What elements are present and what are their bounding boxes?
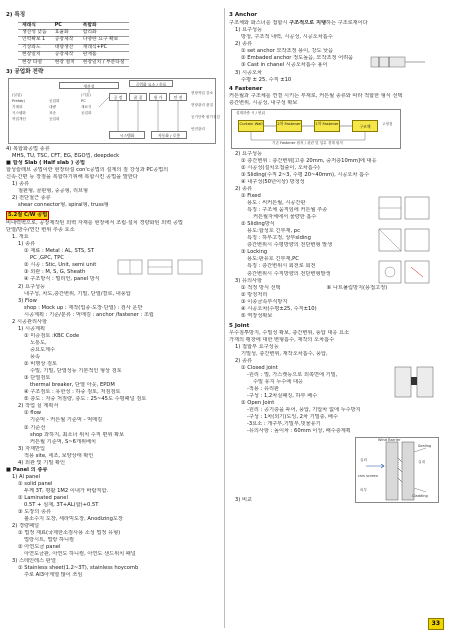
- composite-methods-list: MHS, TU, TSC, CFT, EG, EGO법, deepdeck: [12, 152, 120, 159]
- list-item: ① 미증검토 :KBC Code: [24, 333, 80, 340]
- shear-rebar-title: 2) 전단철근 종류: [12, 195, 51, 202]
- diagram-label: 재료식: [81, 104, 92, 109]
- diagram-label: 대량: [49, 104, 56, 109]
- half-slab-desc: 합성슬래브 공법이란 현장타설 con'c공법의 설계의 질 강성과 PC공법의: [6, 166, 169, 173]
- work-plan-title: 2) 작업 실 계획서: [18, 403, 59, 410]
- list-item: -3요소 : 개구부,기밀부,빗물유기: [247, 421, 321, 428]
- table-cell: 효율화: [51, 30, 79, 37]
- diagram-label: Sealing: [418, 444, 432, 449]
- diagram-side-label: 안전관리: [191, 126, 205, 131]
- diagram-label: 공업화: [49, 98, 60, 103]
- list-item: 노통도,: [30, 340, 47, 347]
- diagram-legend: 고정점: [382, 122, 393, 127]
- table-cell: 현장 타설: [18, 59, 51, 66]
- table-cell: 기상좌도: [18, 44, 51, 51]
- list-item: ④ 내구성(50년이상) 방청성: [241, 179, 305, 186]
- table-header-cell: PC: [51, 22, 79, 29]
- list-item: 불소수지 도장, 세라믹도장, Anodizing도장: [24, 515, 123, 522]
- diagram-label: 표준: [49, 110, 56, 115]
- table-row: [18, 44, 129, 51]
- diagram-label: 작업개선: [12, 116, 26, 121]
- list-item: ⑤ 층도 : 자중 처짐량, 층도 : 25~45도 수평패널 검토: [24, 396, 147, 403]
- closed-joint: ① Closed joint: [241, 365, 278, 372]
- left-column: [6, 10, 220, 579]
- diagram-label: 공업화: [49, 116, 60, 121]
- list-item: shop 과하지, 최소너 위치 수직 편위 확보: [30, 431, 125, 438]
- list-item: -유의사항 : 높이차 : 60mm 이상, 배수층계획: [247, 428, 351, 435]
- column-divider: [224, 8, 225, 628]
- anchor-intro-text: 하는 구조로재이다: [325, 19, 368, 26]
- tolerance-values: 수평 ± 25, 수직 ±10: [241, 76, 292, 83]
- table-header-cell: 복합화: [79, 22, 129, 29]
- anchor-intro-bold: 구조적으로 지탱: [289, 19, 326, 26]
- diagram-label: Prefab): [12, 98, 25, 103]
- list-item: 특징 : 구조체 움직임에 커튼월 추종: [247, 207, 328, 214]
- list-item: ② 방청처리: [241, 291, 268, 298]
- diagram-top-right-box: 공업화 요소 / 목표: [129, 80, 173, 87]
- half-slab-types-title: 1) 종류: [12, 180, 29, 187]
- types-title: 2) 종류: [235, 186, 252, 193]
- inspection-title: 4) 외관 및 기밀 확인: [18, 459, 65, 466]
- management-title: 2 시공관리사항: [12, 319, 48, 326]
- list-item: 층간변위시 수직방향의 전단변형발생: [247, 270, 331, 277]
- diagram-label: 기존 Fastener 원칙 / 관련 및 업무 경계 원칙: [272, 141, 343, 146]
- fastener-title: 4 Fastener: [229, 85, 263, 92]
- list-item: -원리 : 공기층을 두어, 풍압, 기압차 없애 누수방지: [247, 407, 361, 414]
- joint-desc: 가재의 팽창에 대한 변형흡수, 재작의 오차흡수: [229, 337, 335, 344]
- list-item: ③ 단열검토: [24, 375, 51, 382]
- joint-title: 5 Joint: [229, 322, 250, 329]
- diagram-box: 1차 Fastener: [314, 120, 340, 132]
- diagram-label: 공업화: [81, 110, 92, 115]
- panel-type-title: 3) 스테인레스 판넬: [12, 557, 56, 564]
- list-item: -구성 : 1,2차실패칭, 하부 배수: [247, 393, 318, 400]
- fastener-types-block: [229, 193, 445, 277]
- list-item: ④ 시공오차(수평±25, 수직±10): [241, 305, 317, 312]
- diagram-label: Cladding: [412, 494, 428, 499]
- list-item: 용도:판유호 긴부재,PC: [247, 256, 299, 263]
- material-title: 3) 자재반입: [18, 445, 46, 452]
- table-cell: 공장제작: [51, 37, 79, 44]
- comparison-table: [18, 22, 129, 68]
- list-item: 수밀, 기밀, 단열성등 기본적인 형상 검토: [30, 368, 122, 375]
- list-item: 커튼월자체에서 물량한 흡수: [253, 214, 317, 221]
- tolerance-title: 3) 시공오차: [235, 69, 263, 76]
- list-item: 적용 site, 세조, 보양상태 확인: [24, 452, 94, 459]
- table-row: [18, 37, 129, 44]
- joint-types-block: [229, 365, 445, 435]
- fastener-desc: 층간변위, 시공성, 내구성 확보: [229, 100, 298, 107]
- list-item: ③ Cast in chanel 시공오차흡수 용이: [241, 61, 328, 68]
- list-item: ① set anchor 모작조정 용이, 강도 낮음: [241, 47, 334, 54]
- fastener-types-sketch: [375, 193, 439, 289]
- requirements: 내구성, 차도,층간변위, 기밀, 단열/결로, 내풍압: [24, 291, 131, 298]
- diagram-connectors: [9, 79, 217, 145]
- diagram-label: Wind Barrier: [378, 438, 401, 443]
- list-item: ② 비행상 검토: [24, 361, 58, 368]
- table-cell: 인력확보 1: [18, 37, 51, 44]
- table-cell: 판재흡: [79, 52, 129, 59]
- requirements-title: 2) 요구성능: [235, 151, 263, 158]
- list-item: ① 재료 : Metal : AL, STS, ST: [24, 248, 94, 255]
- list-item: ③ Sliding(수직 2~3, 수평 20~40mm), 시공오차 흡수: [241, 172, 370, 179]
- diagram-box: 공 정: [109, 93, 127, 101]
- list-item: 수밀 유지 누수에 대응: [253, 379, 304, 386]
- types-title: 1) 종류: [18, 241, 35, 248]
- list-item: -적용 : 유리판: [247, 386, 279, 393]
- list-item: 커튼월 기준먹, S~6개위배치: [30, 438, 96, 445]
- table-cell: 대량생산: [51, 44, 79, 51]
- section-composite-methods: 4) 복합화공법 종류: [6, 145, 50, 152]
- anchor-intro-text: 구조체와 화스너를 접합시: [229, 19, 290, 26]
- list-item: -구성 : 1차(외기)도잉, 2차 기밀층, 배수: [247, 414, 338, 421]
- section-features-title: 2) 특징: [6, 12, 26, 18]
- diagram-label: (일업): [12, 92, 22, 97]
- panel-types-heading: ■ Panel 의 종류: [6, 466, 48, 473]
- diagram-label: 실외: [360, 458, 367, 463]
- list-item: ③ 이종금속부식방지: [241, 298, 288, 305]
- list-item: ② 시공성(설치오접출이, 오차흡수): [241, 165, 320, 172]
- list-item: ⑥ 나트풀림방지(용접고정): [326, 284, 388, 291]
- open-joint-diagram: [355, 437, 439, 503]
- requirements: 기밀성, 층간변위, 재작오차흡수, 풍압,: [241, 351, 328, 358]
- list-item: PC ,GPC, TPC: [30, 255, 65, 262]
- table-row: [18, 30, 129, 37]
- table-cell: 생산성 낮음: [18, 30, 51, 37]
- closed-joint-sketch: [393, 365, 439, 399]
- panel-sketch-svg: [116, 258, 206, 276]
- requirements-title: 2) 요구성능: [18, 284, 46, 291]
- list-item: -원리 : 벌, 가스켓등으로 외쪽면에 기밀,: [247, 372, 338, 379]
- list-item: ③ 외관 : M, S, G, Sheath: [24, 269, 86, 276]
- list-item: ④ 구조검토 : 유한성 : 하중 검토, 처짐검토: [24, 389, 121, 396]
- diagram-top-box: 생산성: [59, 82, 119, 89]
- table-cell: 현장 설치: [51, 59, 79, 66]
- comparison-title: 3) 비교: [235, 497, 252, 504]
- diagram-box: 원 가: [149, 93, 167, 101]
- table-row: [18, 59, 129, 66]
- half-slab-heading: ■ 합성 Slab ( Half slab ) 공법: [6, 159, 86, 166]
- open-joint: ② Open Joint: [241, 400, 275, 407]
- table-cell: 현장일치 / 부분타설: [79, 59, 129, 66]
- list-item: ① flow: [24, 410, 41, 417]
- diagram-side-label: 현장작업 감소: [191, 90, 213, 95]
- list-item: 층간변위시 수평방향의 전단변형 발생: [247, 242, 333, 249]
- diagram-box: Curtain Wall: [238, 120, 264, 132]
- list-item: 주로 AI3아계열 많이 쓰임: [24, 571, 83, 578]
- diagram-label: (기술): [81, 92, 91, 97]
- list-item: 기준먹 - 커튼월 기준먹 - 먹매김: [30, 417, 103, 424]
- joint-desc: 우수침투방지, 수밀성 확보, 층간변위, 풍압 대응 요소: [229, 330, 350, 337]
- diagram-box: 품 질: [129, 93, 147, 101]
- cw-definition: 단열/방수/연간 변위 추종 요소: [6, 227, 75, 234]
- panel-type-title: 1) Al panel: [12, 473, 41, 480]
- overview-title: 1. 개요: [12, 234, 29, 241]
- types-title: 2) 종류: [235, 358, 252, 365]
- list-item: 특징 : 하부고정, 상부slding: [247, 235, 311, 242]
- diagram-label: rain screen: [358, 474, 379, 479]
- flow-step: shop : Mock up : 재작(업종·도장·단열) : 검사 운반: [24, 305, 143, 312]
- diagram-side-label: 현장관리 품질: [191, 102, 213, 107]
- list-item: ⑤ 역장성확보: [241, 312, 273, 319]
- fastener-diagram: [231, 109, 401, 149]
- list-item: 아연도금판, 아연도 하니컴, 아연도 샌드위치 패널: [24, 550, 136, 557]
- diagram-label: 설계하중 시 / 변위: [236, 111, 265, 116]
- types-title: 2) 종류: [235, 40, 252, 47]
- list-item: 특징 : 층간변위시 회전로 회전: [247, 263, 316, 270]
- diagram-label: 시스템화: [12, 110, 26, 115]
- shear-rebar-types: shear connector형, spiral형, truss형: [18, 202, 109, 209]
- fastener-desc: 커튼월과 구조체를 연결 시키는 부재로, 커튼월 종류와 따라 적합한 형식 선택: [229, 93, 403, 100]
- anchor-title: 3 Anchor: [229, 12, 258, 18]
- industrialization-diagram: [8, 78, 220, 144]
- requirements-title: 1) 요구성능: [235, 26, 263, 33]
- diagram-label: 외부: [360, 488, 367, 493]
- requirements-title: 1) 접합부 요구성능: [235, 344, 279, 351]
- list-item: ② Laminated panel: [18, 494, 68, 501]
- diagram-bottom-box: 시스템화: [109, 131, 145, 139]
- list-item: ① 법정 재료(국제한소검사용 소성 법정 유형): [18, 529, 121, 536]
- list-item: 용도:합성호 긴부재, pc: [247, 228, 300, 235]
- flow-title: 3) Flow: [18, 298, 37, 305]
- diagram-box: 2차 Fastener: [276, 120, 302, 132]
- half-slab-desc: 신속·간편 등 장점을 복합하기위해 복합시킨 공법을 말한다: [6, 173, 138, 180]
- diagram-box: 안 전: [169, 93, 187, 101]
- anchor-sketch-row: [229, 69, 445, 83]
- precautions-title: 3) 유의사항: [235, 277, 263, 284]
- list-item: ① solid panel: [18, 480, 53, 487]
- diagram-label: 기계화: [12, 104, 23, 109]
- table-cell: 현장일치: [18, 52, 51, 59]
- list-item: ② 아연도금 panel: [18, 543, 61, 550]
- list-item: 중요도계수: [30, 347, 56, 354]
- table-cell: 다양한 요구 확보: [79, 37, 129, 44]
- fastener-sliding: ② Sliding방식: [241, 221, 275, 228]
- fastener-fixed: ① Fixed: [241, 193, 261, 200]
- cw-definition: 비내력벽으로, 공장제작된 외벽 자재를 현장에서 조립·설치 경량화된 외벽 공법: [6, 220, 183, 227]
- list-item: ② 기준선: [24, 424, 46, 431]
- list-item: ② Embaded anchor 정도높음, 모작조정 어려움: [241, 54, 354, 61]
- anchor-intro: [229, 20, 445, 27]
- fastener-locking: ③ Locking: [241, 249, 268, 256]
- plan-title: 1) 시공계획: [18, 326, 46, 333]
- table-cell: 합리화: [79, 30, 129, 37]
- highlighted-section-title: 5.2절 C/W 공법: [6, 211, 49, 220]
- list-item: ③ 도장의 종류: [18, 508, 52, 515]
- table-header-row: [18, 22, 129, 29]
- list-item: 두께 3T, 평활 1M2 이내가 바람직함.: [24, 487, 109, 494]
- panel-type-title: 2) 경량패널: [12, 522, 40, 529]
- requirements: 방청, 구조적 내력, 시공성, 시공오차흡수: [241, 33, 333, 40]
- list-item: 용도 : 씨커튼월, 시공간판: [247, 200, 306, 207]
- list-item: ④ 구조방식 : 멀리언, panel 방식: [24, 276, 100, 283]
- list-item: ① Stainless sheet(1.2~3T), stainless hoycomb: [18, 564, 139, 571]
- list-item: 0.5T + 심재, 3T+AL(합)+0.5T: [24, 501, 99, 508]
- diagram-side-label: 공기단축 원가절감: [191, 114, 220, 119]
- table-header-cell: 재래식: [18, 22, 51, 29]
- list-item: thermal breaker, 단열 아웃, EPDM: [30, 382, 115, 389]
- diagram-label: PC: [81, 98, 86, 103]
- list-item: ② 시공 : Stic, Unit, semi unit: [24, 262, 97, 269]
- list-item: 풍속: [30, 354, 41, 361]
- section-strategy-title: 3) 공업화 전략: [6, 69, 44, 76]
- flow-step: 시공계획 : 기준/분류 : 먹매김 : anchor /fastener : 조립: [24, 312, 154, 319]
- anchor-sketch: [369, 53, 429, 73]
- table-cell: 재래식+PC: [79, 44, 129, 51]
- table-cell: 공장제작: [51, 52, 79, 59]
- right-column: [229, 10, 445, 504]
- list-item: 법랑시트, 법랑 하니컴: [24, 536, 75, 543]
- half-slab-types: 철판형, 골판형, 중공형, 리브형: [18, 188, 89, 194]
- table-row: [18, 52, 129, 59]
- panel-sketch: [6, 276, 220, 294]
- diagram-label: 실내: [418, 460, 425, 465]
- page-number: 33: [428, 618, 444, 630]
- diagram-box: 구조체: [352, 120, 378, 132]
- list-item: ① 적정 방식 선택: [241, 284, 281, 291]
- list-item: ① 층간변위 : 층간변위[고층 20mm, 중저층10mm]에 대응: [241, 158, 377, 165]
- diagram-bottom-box: 자동화 / 로봇: [151, 131, 187, 139]
